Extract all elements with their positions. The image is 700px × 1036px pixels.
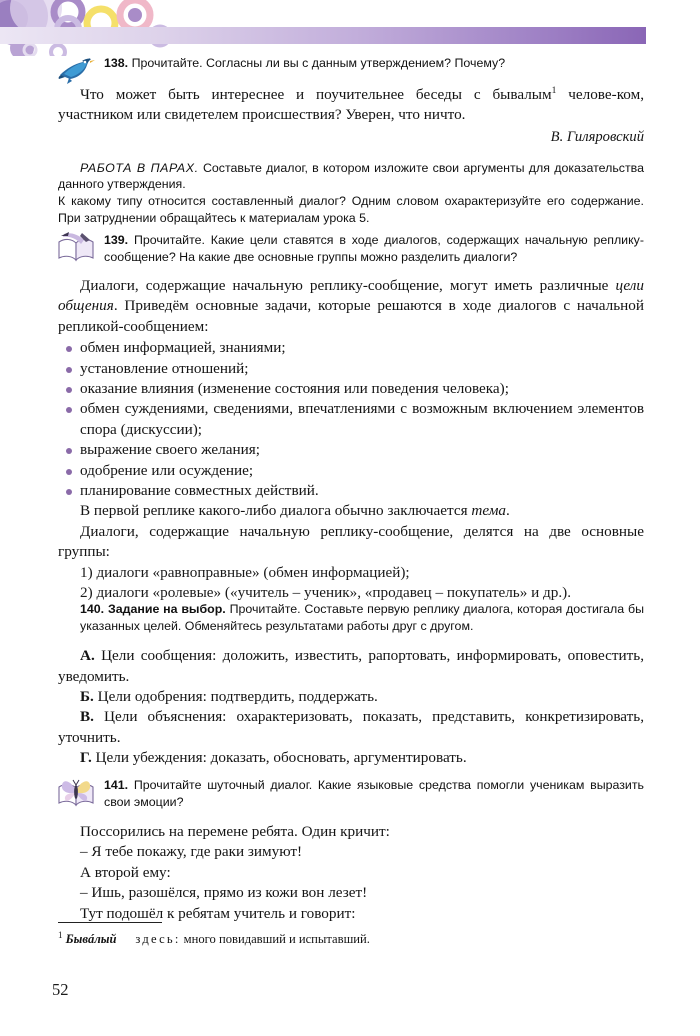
exercise-141-prompt: Прочитайте шуточный диалог. Какие языковые средства помогли ученикам выразить свои эмоции? [104,778,644,809]
footnote-text [58,927,644,947]
letter-text: Цели одобрения: подтвердить, поддержать. [93,688,378,705]
list-item [58,440,644,460]
exercise-140-number: 140. [80,602,105,616]
quote-attribution: В. Гиляровский [550,129,644,146]
exercise-139 [58,232,644,604]
list-item [58,359,644,379]
letter-text: Цели убеждения: доказать, обосновать, аргументировать. [91,749,467,767]
theme-paragraph [58,501,644,521]
list-item [58,379,644,399]
goals-intro-emphasis: цели общения [58,277,644,315]
butterfly-book-icon [56,775,96,809]
list-item [58,399,644,440]
exercise-140-prompt: Прочитайте. Составьте первую реплику диалога, которая достигала бы указанных целей. Обменяйтесь результатами работы друг с другом. [80,602,644,633]
bird-icon [56,53,96,87]
groups-intro: Диалоги, содержащие начальную реплику-сообщение, делятся на две основные группы: [58,522,644,561]
goals-intro [58,276,644,337]
page-number: 52 [52,980,69,999]
list-item-text: оказание влияния (изменение состояния или поведения человека); [80,380,509,398]
letter-label: Б. [80,688,94,705]
exercise-140 [58,601,644,769]
letter-text: Цели сообщения: доложить, известить, рапортовать, информировать, оповестить, уведомить. [58,647,644,685]
footnote-definition: много повидавший и испытавший. [180,932,370,947]
goals-intro-b: . Приведём основные задачи, которые решаются в ходе диалогов с начальной репликой-сообщением: [58,297,644,335]
quote-line1-a: Что может быть интереснее и поучительнее беседы с бывалым [80,85,552,103]
bullet-dot-icon [66,407,72,413]
goals-intro-a: Диалоги, содержащие начальную реплику-сообщение, могут иметь различные [80,277,616,294]
pairwork-followup: К какому типу относится составленный диалог? Одним словом охарактеризуйте его содержание. При затруднении обращайтесь к материалам урока 5. [58,193,644,225]
exercise-138-heading [58,55,644,72]
footnote-here-label: здесь: [135,932,181,947]
list-item-text: установление отношений; [80,359,249,377]
list-item: 2) диалоги «ролевые» («учитель – ученик», «продавец – покупатель» и др.). [80,584,571,602]
pairwork-text: Составьте диалог, в котором изложите свои аргументы для доказательства данного утверждения. [58,160,644,192]
bullet-dot-icon [66,387,72,393]
footnote-area [58,922,644,947]
quote-line1-b: челове- [556,85,617,103]
exercise-139-heading [58,232,644,265]
exercise-141-dialog [58,822,644,924]
letter-label: Г. [80,749,92,767]
dialog-groups-list [58,563,644,604]
list-item-text: выражение своего желания; [80,441,260,459]
letter-item [58,687,644,707]
bullet-dot-icon [66,469,72,475]
bullet-dot-icon [66,367,72,373]
exercise-139-body [58,276,644,337]
dialog-line: – Ишь, разошёлся, прямо из кожи вон лезет! [80,884,368,902]
exercise-138-pairwork [58,160,644,226]
list-item [58,461,644,481]
list-item-text: обмен суждениями, сведениями, впечатлениями с возможным включением элементов спора (дискуссии); [80,400,644,438]
dialog-line: – Я тебе покажу, где раки зимуют! [80,843,303,861]
theme-emphasis: тема [471,502,507,520]
exercise-141-heading [58,777,644,810]
exercise-141 [58,777,644,924]
pairwork-paragraph [58,160,644,193]
exercise-138-quote [58,81,644,148]
exercise-139-prompt: Прочитайте. Какие цели ставятся в ходе диалогов, содержащих начальную реплику-сообщение? На какие две основные группы можно разделить диалоги? [104,233,644,264]
exercise-140-letters [58,646,644,768]
list-item-text: одобрение или осуждение; [80,461,254,479]
footnote-term: Бывáлый [65,932,117,947]
exercise-138 [58,55,644,226]
dialog-line: А второй ему: [80,863,171,881]
letter-label: В. [80,708,94,726]
book-quill-icon [56,230,96,264]
dialog-line: Поссорились на перемене ребята. Один кричит: [80,823,390,840]
goals-bullet-list [58,338,644,501]
theme-text-a: В первой реплике какого-либо диалога обычно заключается [80,502,472,520]
exercise-140-title: Задание на выбор. [107,602,226,616]
quote-paragraph [58,81,644,126]
exercise-141-number: 141. [104,778,129,792]
letter-item [58,707,644,748]
exercise-139-number: 139. [104,233,129,247]
letter-label: А. [80,647,95,665]
letter-item [58,748,644,768]
list-item-text: планирование совместных действий. [80,482,319,500]
exercise-139-theme [58,501,644,562]
quote-footnote-marker: 1 [551,85,557,96]
footnote-marker: 1 [58,930,63,940]
bullet-dot-icon [66,448,72,454]
list-item-text: обмен информацией, знаниями; [80,339,286,357]
list-item: 1) диалоги «равноправные» (обмен информацией); [80,563,410,581]
list-item [58,338,644,358]
exercise-140-heading-line [80,601,644,634]
quote-line2: ком, участником или свидетелем происшествия? Уверен, что ничто. [58,85,645,123]
theme-text-b: . [506,502,510,520]
exercise-138-number: 138. [104,56,129,70]
letter-item [58,646,644,687]
bullet-dot-icon [66,346,72,352]
letter-text: Цели объяснения: охарактеризовать, показать, представить, конкретизировать, уточнить. [58,708,644,746]
bullet-dot-icon [66,489,72,495]
list-item [58,481,644,501]
exercise-138-prompt: Прочитайте. Согласны ли вы с данным утверждением? Почему? [131,56,506,70]
dialog-line: Тут подошёл к ребятам учитель и говорит: [80,904,356,922]
footnote-separator [58,922,162,923]
pairwork-label: РАБОТА В ПАРАХ. [80,160,199,175]
exercise-140-heading [58,601,644,634]
